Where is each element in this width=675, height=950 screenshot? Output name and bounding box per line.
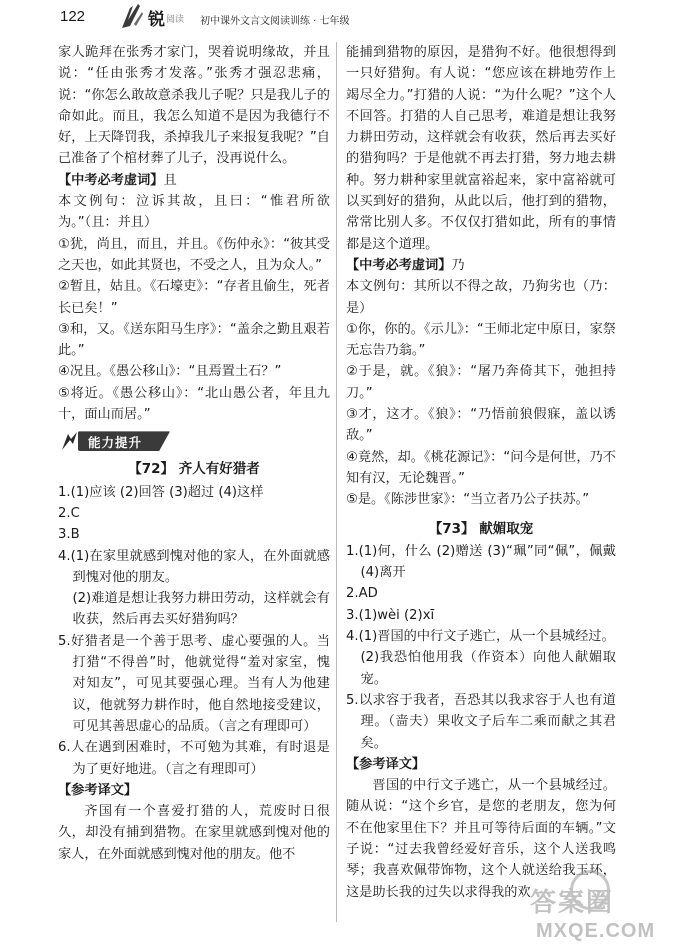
vocab-line: ①犹，尚且，而且，并且。《伤仲永》：“彼其受之天也，如此其贤也，不受之人，且为众人。” <box>58 236 330 273</box>
watermark <box>530 862 670 947</box>
answer-line: 4.(1)在家里就感到愧对他的家人，在外面就感到愧对他的朋友。 <box>58 548 330 585</box>
reference-text: 齐国有一个喜爱打猎的人，荒废时日很久，却没有捕到猎物。在家里就感到愧对他的家人，在外面就感到愧对他的朋友。他不 <box>58 804 330 862</box>
vocab-line: ①你，你的。《示儿》：“王师北定中原日，家祭无忘告乃翁。” <box>346 321 616 359</box>
story-title: 【72】 齐人有好猎者 <box>128 461 260 478</box>
answer-line: 5.好猎者是一个善于思考、虚心要强的人。当打猎“不得兽”时，他就觉得“羞对家室，愧对知友”，可见其要强心理。当有人为他建议，他就努力耕作时，他自然地接受建议，可见其善思虚心的品质。（言之有理即可） <box>58 633 330 734</box>
ability-banner <box>58 429 330 453</box>
answer-line: 3.(1)wèi (2)xī <box>346 607 435 623</box>
left-column <box>58 42 330 865</box>
watermark-url: MXQE.COM <box>536 920 656 942</box>
vocab-line: ⑤将近。《愚公移山》：“北山愚公者，年且九十，面山而居。” <box>58 385 330 423</box>
answer-line: 1.(1)应该 (2)回答 (3)超过 (4)这样 <box>58 484 264 500</box>
reference-text: 晋国的中行文子逃亡，从一个县城经过。随从说：“这个乡官，是您的老朋友，您为何不在他家里住下？并且可等待后面的车辆。”文子说：“过去我曾经爱好音乐，这个人送我鸣琴；我喜欢佩带饰物，这个人就送给我玉环，这是助长我的过失以求得我的欢 <box>346 778 616 900</box>
series-title: 初中课外文言文阅读训练 · 七年级 <box>200 16 350 27</box>
vocab-line: ③和，又。《送东阳马生序》：“盖余之勤且艰若此。” <box>58 321 330 359</box>
reference-heading: 【参考译文】 <box>58 782 138 798</box>
vocab-word: 且 <box>163 172 177 188</box>
vocab-word: 乃 <box>451 257 465 273</box>
answer-line: 2.AD <box>346 586 378 602</box>
vocab-heading: 【中考必考虚词】 <box>58 172 164 188</box>
logo-char: 锐 <box>148 10 165 30</box>
vocab-line: ④竟然，却。《桃花源记》：“问今是何世，乃不知有汉，无论魏晋。” <box>346 449 616 486</box>
story-translation-continued: 家人跪拜在张秀才家门，哭着说明缘故，并且说：“任由张秀才发落。”张秀才强忍悲痛，说：“你怎么敢故意杀我儿子呢？只是我儿子的命如此。而且，我怎么知道不是因为我德行不好，上天降罚我，杀掉我儿子来报复我呢？”自己准备了个棺材葬了儿子，没再说什么。 <box>58 45 330 167</box>
answer-line: 1.(1)何，什么 (2)赠送 (3)“珮”同“佩”，佩戴 (4)离开 <box>346 543 616 581</box>
answer-line: (2)我恐怕他用我（作资本）向他人献媚取宠。 <box>360 650 616 687</box>
reference-heading: 【参考译文】 <box>346 756 426 772</box>
vocab-line: ⑤是。《陈涉世家》：“当立者乃公子扶苏。” <box>346 492 590 508</box>
story-title: 【73】 献媚取宠 <box>428 520 534 537</box>
vocab-line: ③才，这才。《狼》：“乃悟前狼假寐，盖以诱敌。” <box>346 407 616 444</box>
answer-line: 5.以求容于我者，吾恐其以我求容于人也有道理。（啬夫）果收文子后车二乘而献之其君矣。 <box>346 692 616 751</box>
vocab-line: 本文例句：其所以不得之故，乃狗劣也（乃：是） <box>346 279 616 316</box>
answer-line: 4.(1)晋国的中行文子逃亡，从一个县城经过。 <box>346 629 615 645</box>
logo-sub: 阅读 <box>166 15 185 25</box>
vocab-heading: 【中考必考虚词】 <box>346 257 452 273</box>
answer-line: 3.B <box>58 527 80 543</box>
ability-label: 能力提升 <box>88 435 143 451</box>
answer-line: 6.人在遇到困难时，不可勉为其难，有时退是为了更好地进。（言之有理即可） <box>58 740 330 777</box>
vocab-heading-line <box>58 170 330 191</box>
answer-line: (2)难道是想让我努力耕田劳动，这样就会有收获，然后再去买好猎狗吗？ <box>72 591 330 628</box>
vocab-line: ②于是，就。《狼》：“屠乃奔倚其下，弛担持刀。” <box>346 364 616 401</box>
page-header <box>0 0 675 36</box>
page-number: 122 <box>60 8 86 25</box>
vocab-line: ②暂且，姑且。《石壕吏》：“存者且偷生，死者长已矣！” <box>58 279 330 316</box>
vocab-line: 本文例句：泣诉其故，且曰：“惟君所欲为。”（且：并且） <box>58 194 330 231</box>
reference-text-continued: 能捕到猎物的原因，是猎狗不好。他很想得到一只好猎狗。有人说：“您应该在耕地劳作上竭尽全力。”打猎的人说：“为什么呢？”这个人不回答。打猎的人自己思考，难道是想让我努力耕田劳动，这样就会有收获，然后再去买好的猎狗吗？于是他就不再去打猎，努力地去耕种。努力耕种家里就富裕起来，家中富裕就可以买到好的猎狗，从此以后，他打到的猎物，常常比别人多。不仅仅打猎如此，所有的事情都是这个道理。 <box>346 45 616 252</box>
watermark-text: 答案圈 <box>530 888 615 918</box>
right-column <box>346 42 616 903</box>
answer-line: 2.C <box>58 505 80 521</box>
vocab-line: ④况且。《愚公移山》：“且焉置土石？” <box>58 364 282 380</box>
brush-stroke-icon <box>118 2 146 32</box>
column-divider <box>336 42 337 922</box>
vocab-heading-line <box>346 255 616 276</box>
